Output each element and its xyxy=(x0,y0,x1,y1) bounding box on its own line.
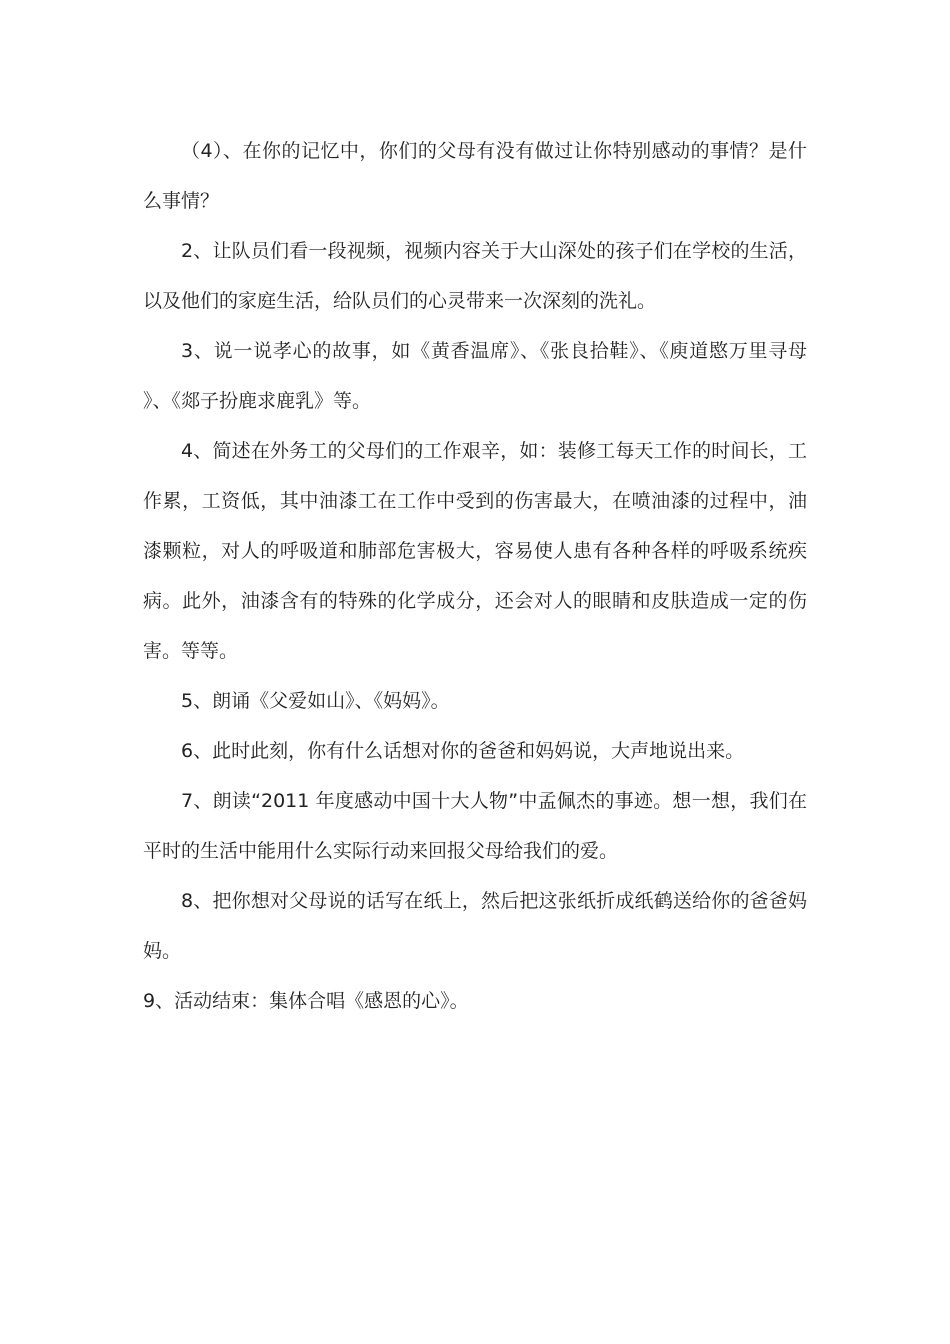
paragraph-item-3: 3、说一说孝心的故事，如《黄香温席》、《张良拾鞋》、《庾道愍万里寻母 》、《郯子扮鹿求鹿乳》等。 xyxy=(143,340,807,412)
paragraph-item-5: 5、朗诵《父爱如山》、《妈妈》。 xyxy=(181,690,450,712)
paragraph-item-4: 4、简述在外务工的父母们的工作艰辛，如：装修工每天工作的时间长，工作累，工资低，其中油漆工在工作中受到的伤害最大，在喷油漆的过程中，油漆颗粒，对人的呼吸道和肺部危害极大，容易使人患有各种各样的呼吸系统疾病。此外，油漆含有的特殊的化学成分，还会对人的眼睛和皮肤造成一定的伤害。等等。 xyxy=(143,440,807,662)
paragraph-item-6: 6、此时此刻，你有什么话想对你的爸爸和妈妈说，大声地说出来。 xyxy=(181,740,745,762)
paragraph-question-4: （4）、在你的记忆中，你们的父母有没有做过让你特别感动的事情？是什么事情？ xyxy=(143,140,807,212)
paragraph-item-7: 7、朗读“2011 年度感动中国十大人物”中孟佩杰的事迹。想一想，我们在平时的生活中能用什么实际行动来回报父母给我们的爱。 xyxy=(143,790,807,862)
document-body xyxy=(143,126,807,1026)
paragraph-item-9: 9、活动结束：集体合唱《感恩的心》。 xyxy=(143,990,469,1012)
paragraph-item-8: 8、把你想对父母说的话写在纸上，然后把这张纸折成纸鹤送给你的爸爸妈妈。 xyxy=(143,890,807,962)
paragraph-item-2: 2、让队员们看一段视频，视频内容关于大山深处的孩子们在学校的生活，以及他们的家庭生活，给队员们的心灵带来一次深刻的洗礼。 xyxy=(143,240,807,312)
